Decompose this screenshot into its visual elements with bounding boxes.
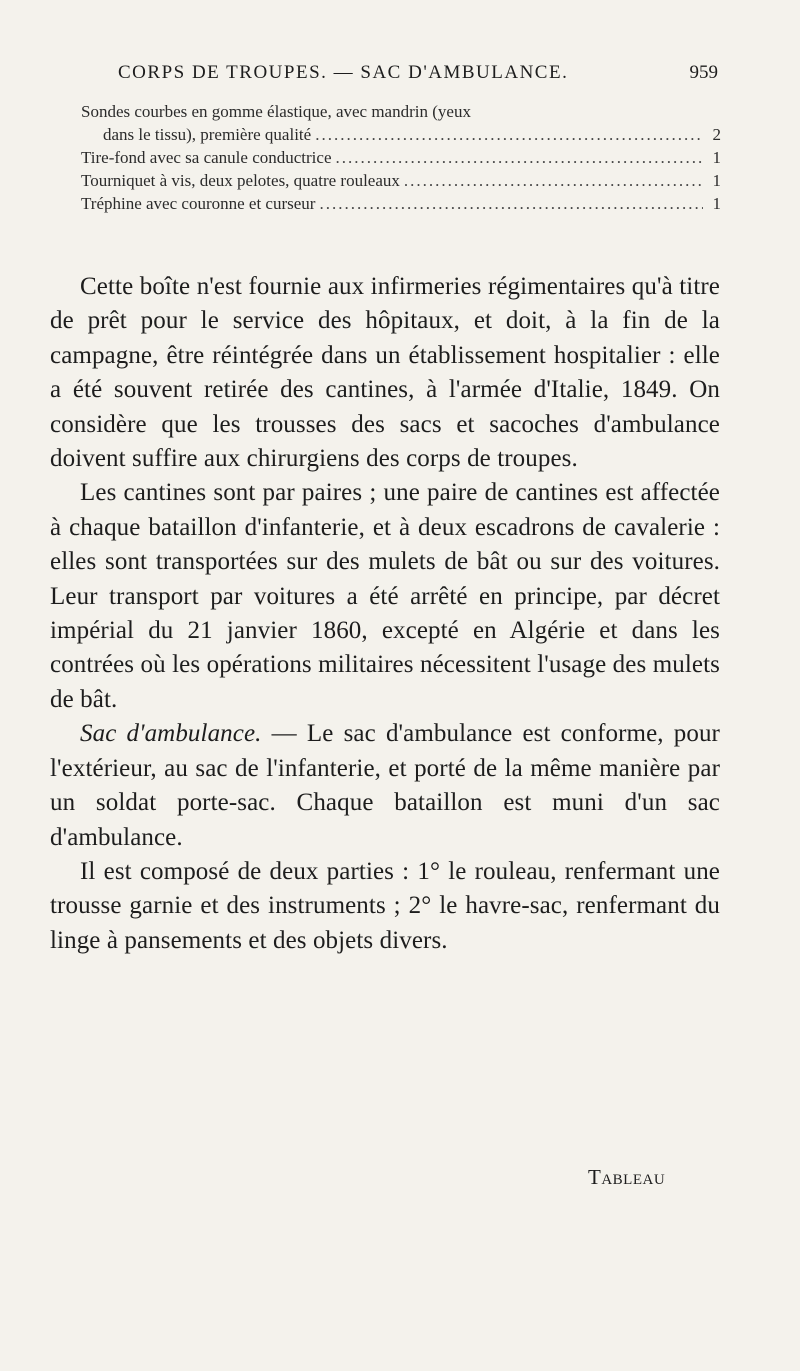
list-item-text: Tréphine avec couronne et curseur — [81, 194, 316, 213]
catchword-text: Tableau — [588, 1165, 666, 1189]
page-number: 959 — [689, 62, 718, 83]
paragraph-loan-of-box: Cette boîte n'est fournie aux infirmeries régimentaires qu'à titre de prêt pour le service des hôpitaux, et doit, à la fin de la campagne, être réintégrée dans un établissement hospitalier : elle a été souvent retirée des cantines, à l'armée d'Italie, 1849. On considère que les trousses des sacs et sacoches d'ambulance doivent suffire aux chirurgiens des corps de troupes. — [50, 273, 720, 473]
list-item-text: dans le tissu), première qualité — [103, 125, 312, 144]
list-item-quantity: 1 — [712, 148, 721, 167]
list-item-text: Sondes courbes en gomme élastique, avec mandrin (yeux — [81, 102, 471, 121]
list-item-quantity: 2 — [712, 125, 721, 144]
instrument-list — [81, 100, 721, 215]
list-item-quantity: 1 — [712, 171, 721, 190]
dot-leader — [319, 192, 703, 215]
list-item-text: Tourniquet à vis, deux pelotes, quatre rouleaux — [81, 171, 400, 190]
list-item — [81, 146, 721, 169]
body-text — [50, 270, 720, 958]
dot-leader — [315, 123, 703, 146]
running-head-title: CORPS DE TROUPES. — SAC D'AMBULANCE. — [118, 62, 569, 83]
paragraph-composition: Il est composé de deux parties : 1° le rouleau, renfermant une trousse garnie et des instruments ; 2° le havre-sac, renfermant du linge à pansements et des objets divers. — [50, 857, 720, 954]
paragraph-cantines: Les cantines sont par paires ; une paire de cantines est affectée à chaque bataillon d'infanterie, et à deux escadrons de cavalerie : elles sont transportées sur des mulets de bât ou sur des voitures. Leur transport par voitures a été arrêté en principe, par décret impérial du 21 janvier 1860, excepté en Algérie et dans les contrées où les opérations militaires nécessitent l'usage des mulets de bât. — [50, 479, 720, 713]
list-item — [81, 100, 721, 123]
list-item — [81, 169, 721, 192]
section-heading: Sac d'ambulance. — [80, 720, 262, 748]
paragraph-sac-ambulance — [50, 717, 720, 855]
dot-leader — [404, 169, 703, 192]
list-item — [81, 123, 721, 146]
paragraph-text: — Le sac d'ambulance est conforme, pour l'extérieur, au sac de l'infanterie, et porté de la même manière par un soldat porte-sac. Chaque bataillon est muni d'un sac d'ambulance. — [50, 720, 720, 851]
list-item — [81, 192, 721, 215]
dot-leader — [335, 146, 703, 169]
catchword — [588, 1165, 665, 1190]
list-item-text: Tire-fond avec sa canule conductrice — [81, 148, 332, 167]
running-head — [118, 62, 718, 92]
list-item-quantity: 1 — [712, 194, 721, 213]
